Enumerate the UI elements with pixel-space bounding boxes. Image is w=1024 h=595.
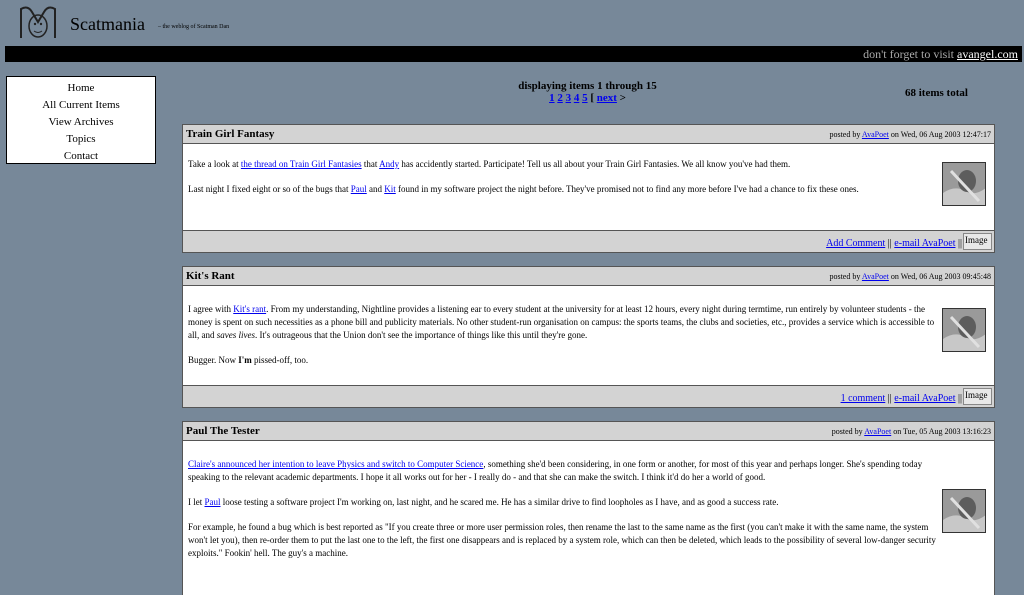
post-paragraph bbox=[188, 496, 936, 509]
paul-link[interactable]: Paul bbox=[350, 184, 367, 194]
page-link-3[interactable]: 3 bbox=[565, 92, 572, 104]
text-span: pissed-off, too. bbox=[254, 355, 309, 365]
post-date: on Wed, 06 Aug 2003 12:47:17 bbox=[890, 130, 991, 139]
next-page-link[interactable]: next bbox=[596, 92, 617, 104]
post-meta bbox=[832, 423, 991, 441]
nav-home[interactable]: Home bbox=[67, 82, 95, 94]
broken-image-icon[interactable]: Image bbox=[963, 388, 992, 405]
text-span: I let bbox=[188, 497, 203, 507]
post-title: Paul The Tester bbox=[186, 425, 260, 437]
text-span: Take a look at bbox=[188, 159, 239, 169]
andy-link[interactable]: Andy bbox=[379, 159, 400, 169]
text-span: I agree with bbox=[188, 304, 231, 314]
nav-topics[interactable]: Topics bbox=[66, 133, 96, 145]
post-kits-rant bbox=[182, 266, 995, 408]
text-span: Bugger. Now bbox=[188, 355, 236, 365]
pager bbox=[470, 80, 705, 104]
post-paragraph bbox=[188, 354, 936, 367]
author-link[interactable]: AvaPoet bbox=[861, 130, 889, 139]
post-header bbox=[183, 125, 994, 144]
posted-by-label: posted by bbox=[829, 130, 861, 139]
post-footer: Add Comment || e-mail AvaPoet || Image bbox=[183, 230, 994, 252]
reminder-bar bbox=[5, 46, 1022, 62]
post-paragraph bbox=[188, 521, 936, 560]
email-author-link[interactable]: e-mail AvaPoet bbox=[894, 238, 956, 249]
post-paragraph bbox=[188, 183, 936, 196]
author-photo bbox=[942, 162, 986, 206]
next-arrow: > bbox=[619, 92, 626, 104]
main-nav bbox=[6, 76, 156, 164]
reminder-text: don't forget to visit bbox=[863, 47, 955, 61]
site-tagline: – the weblog of Scatman Dan bbox=[158, 24, 230, 30]
add-comment-link[interactable]: Add Comment bbox=[826, 238, 886, 249]
post-meta bbox=[829, 268, 991, 286]
text-span: , something she'd been considering, in one form or another, for most of this year and perhaps longer. She's spending today speaking to the relevant academic departments. I hope it all works out for her - I really do - and that she can make the switch. I think it'd do her a world of good. bbox=[188, 459, 923, 482]
text-span: found in my software project the night before. They've promised not to find any more before I've had a chance to fix these ones. bbox=[398, 184, 859, 194]
text-span: and bbox=[369, 184, 382, 194]
pager-status: displaying items 1 through 15 bbox=[518, 80, 657, 92]
kits-rant-link[interactable]: Kit's rant bbox=[233, 304, 267, 314]
posted-by-label: posted by bbox=[831, 427, 863, 436]
pager-bracket: [ bbox=[590, 92, 594, 104]
post-title: Train Girl Fantasy bbox=[186, 128, 275, 140]
site-title: Scatmania bbox=[70, 14, 145, 34]
author-photo bbox=[942, 308, 986, 352]
kit-link[interactable]: Kit bbox=[384, 184, 396, 194]
train-girl-thread-link[interactable]: the thread on Train Girl Fantasies bbox=[240, 159, 362, 169]
post-body bbox=[183, 286, 994, 367]
photo-icon bbox=[943, 309, 986, 352]
paul-link[interactable]: Paul bbox=[204, 497, 221, 507]
page-link-4[interactable]: 4 bbox=[573, 92, 580, 104]
scatmania-logo-icon[interactable] bbox=[18, 4, 58, 40]
nav-contact[interactable]: Contact bbox=[63, 150, 99, 162]
text-span: loose testing a software project I'm working on, last night, and he scared me. He has a similar drive to find loopholes as I have, and as good a success rate. bbox=[222, 497, 779, 507]
text-span: has accidently started. Participate! Tell us all about your Train Girl Fantasies. We all know you've had them. bbox=[401, 159, 791, 169]
author-link[interactable]: AvaPoet bbox=[861, 272, 889, 281]
nav-view-archives[interactable]: View Archives bbox=[48, 116, 114, 128]
strong-text: I'm bbox=[238, 355, 252, 365]
photo-icon bbox=[943, 163, 986, 206]
post-paul-the-tester bbox=[182, 421, 995, 595]
text-span: that bbox=[363, 159, 378, 169]
post-paragraph bbox=[188, 303, 936, 342]
photo-icon bbox=[943, 490, 986, 533]
broken-image-icon[interactable]: Image bbox=[963, 233, 992, 250]
page-link-1[interactable]: 1 bbox=[549, 92, 555, 104]
nav-all-current-items[interactable]: All Current Items bbox=[42, 99, 120, 111]
email-author-link[interactable]: e-mail AvaPoet bbox=[894, 393, 956, 404]
post-body bbox=[183, 441, 994, 560]
post-header bbox=[183, 422, 994, 441]
post-footer: 1 comment || e-mail AvaPoet || Image bbox=[183, 385, 994, 407]
text-span: . From my understanding, Nightline provides a listening ear to every student at the university for at least 12 hours, every night during termtime, run entirely by volunteer students - the money is spent on such necessities as a phone bill and publicity materials. No other student-run organisation on campus: the sports teams, the clubs and societies, etc., provides a service which is accessible to all, and bbox=[188, 304, 935, 340]
page-link-2[interactable]: 2 bbox=[557, 92, 563, 104]
post-paragraph bbox=[188, 158, 936, 171]
post-title: Kit's Rant bbox=[186, 270, 235, 282]
emphasis-text: saves lives bbox=[216, 330, 255, 340]
text-span: . It's outrageous that the Union don't see the importance of things like this until they're gone. bbox=[255, 330, 588, 340]
text-span: Last night I fixed eight or so of the bugs that bbox=[188, 184, 349, 194]
author-photo bbox=[942, 489, 986, 533]
post-date: on Wed, 06 Aug 2003 09:45:48 bbox=[890, 272, 991, 281]
post-paragraph bbox=[188, 458, 936, 484]
post-train-girl-fantasy bbox=[182, 124, 995, 253]
post-date: on Tue, 05 Aug 2003 13:16:23 bbox=[893, 427, 991, 436]
page-link-5[interactable]: 5 bbox=[582, 92, 588, 104]
items-total: 68 items total bbox=[905, 87, 968, 99]
text-span: For example, he found a bug which is best reported as "If you create three or more user permission roles, then rename the last to the same name as the first (you can't make it with the same name, the system won't let you), then re-order them to put the last one to the left, the first one disappears and is replaced by a system role, which can then be deleted, which leads to the possibility of several low-danger security exploits." Fookin' hell. The guy's a machine. bbox=[188, 522, 936, 558]
post-meta bbox=[829, 126, 991, 144]
posted-by-label: posted by bbox=[829, 272, 861, 281]
post-header bbox=[183, 267, 994, 286]
pager-links bbox=[470, 92, 705, 104]
post-body bbox=[183, 144, 994, 196]
site-header bbox=[0, 0, 1024, 46]
author-link[interactable]: AvaPoet bbox=[864, 427, 892, 436]
avangel-link[interactable]: avangel.com bbox=[957, 47, 1018, 61]
comments-link[interactable]: 1 comment bbox=[840, 393, 886, 404]
claire-announcement-link[interactable]: Claire's announced her intention to leave Physics and switch to Computer Science bbox=[188, 459, 484, 469]
